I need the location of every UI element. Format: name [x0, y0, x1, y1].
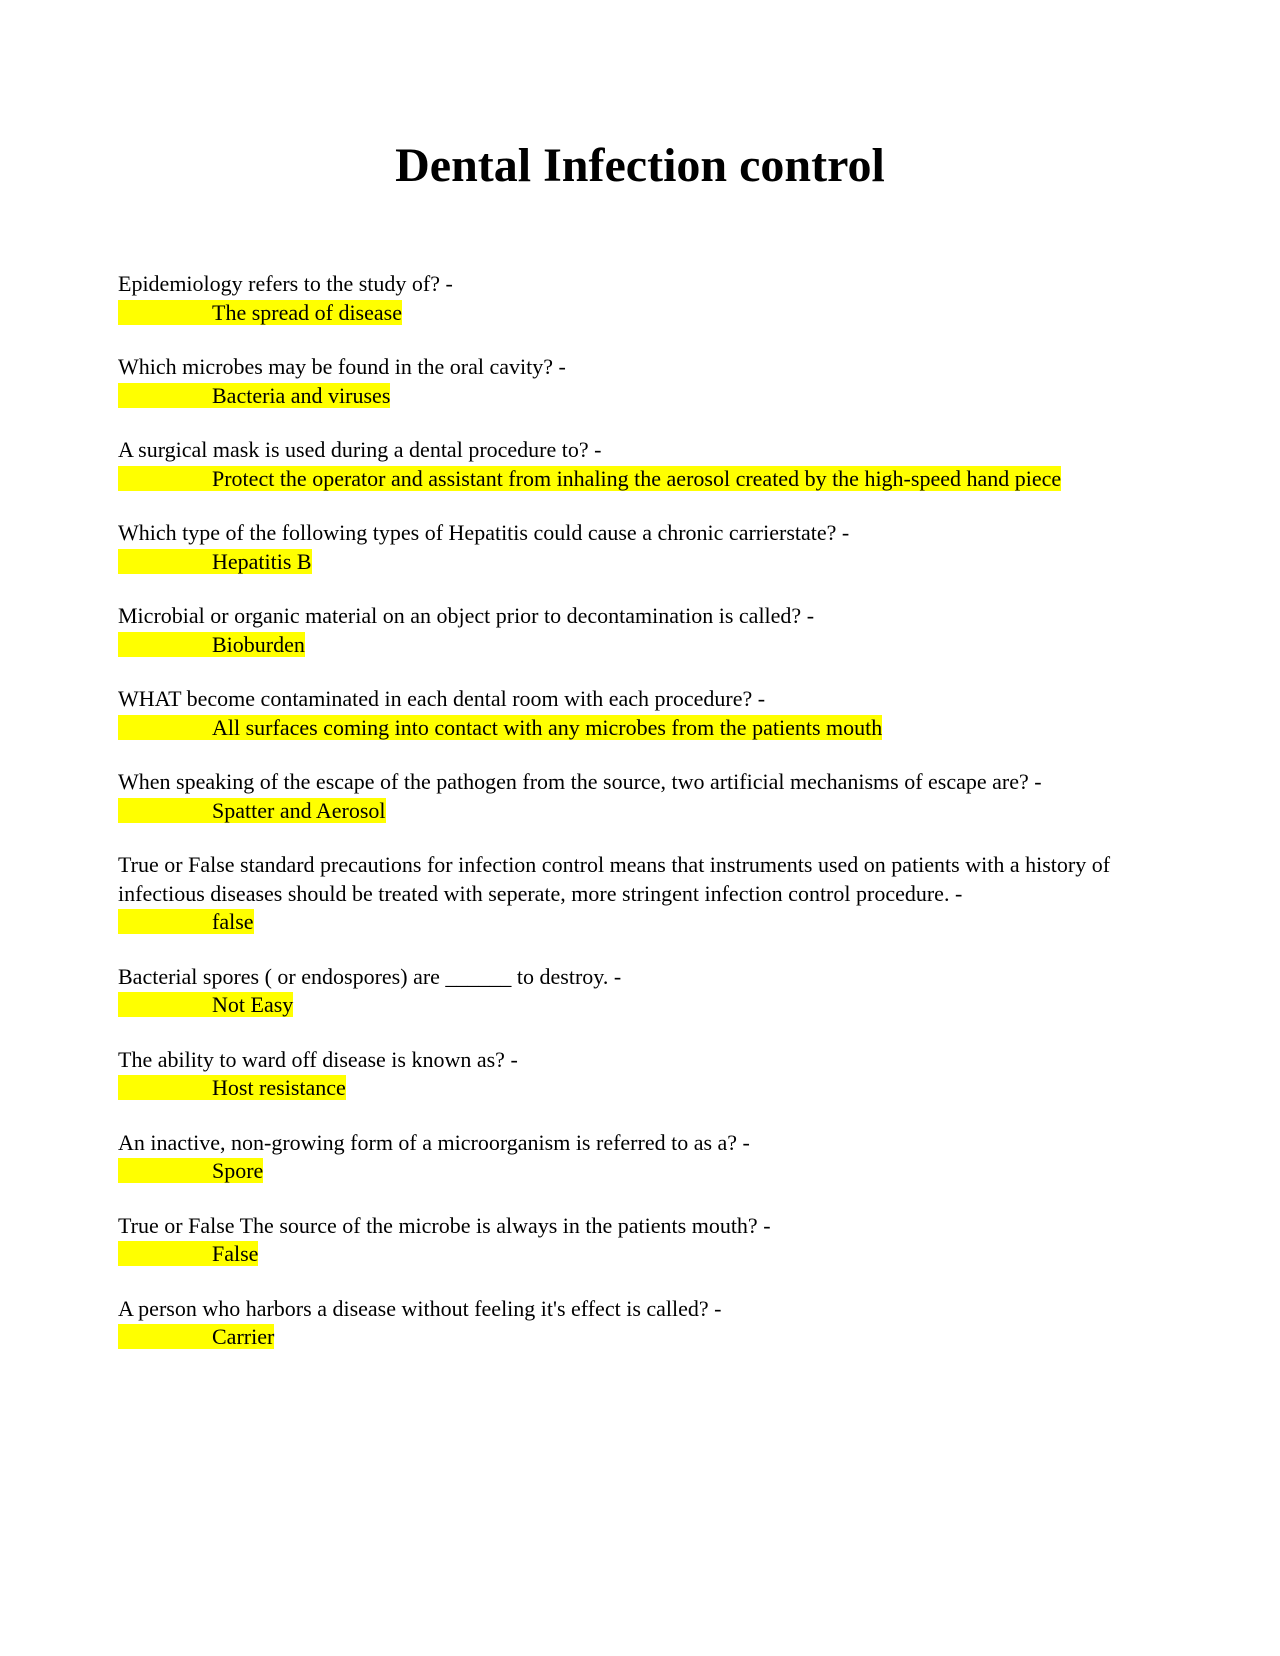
question-text: When speaking of the escape of the pathogen from the source, two artificial mechanisms of escape are? - — [118, 769, 1042, 794]
answer-highlight: Protect the operator and assistant from inhaling the aerosol created by the high-speed hand piece — [118, 466, 1061, 491]
answer-highlight: false — [118, 909, 254, 934]
question-text: Bacterial spores ( or endospores) are ______ to destroy. - — [118, 963, 622, 989]
answer-highlight: Spore — [118, 1158, 263, 1183]
answer-highlight: Bioburden — [118, 632, 305, 657]
question-text: Epidemiology refers to the study of? - — [118, 271, 453, 296]
question-text: True or False standard precautions for infection control means that instruments used on patients with a history of infectious diseases should be treated with seperate, more stringent infection control procedure. - — [118, 852, 1111, 906]
question-text: An inactive, non-growing form of a microorganism is referred to as a? - — [118, 1129, 750, 1155]
question-text: A surgical mask is used during a dental procedure to? - — [118, 437, 602, 462]
qa-item — [118, 963, 1160, 1020]
question-text: Which type of the following types of Hepatitis could cause a chronic carrierstate? - — [118, 520, 850, 545]
answer-highlight: False — [118, 1241, 258, 1266]
answer-highlight: The spread of disease — [118, 300, 402, 325]
document-title: Dental Infection control — [395, 139, 885, 192]
answer-highlight: Spatter and Aerosol — [118, 798, 386, 823]
answer-highlight: Hepatitis B — [118, 549, 312, 574]
answer-highlight: Not Easy — [118, 992, 293, 1017]
qa-item — [118, 1046, 1160, 1103]
question-text: WHAT become contaminated in each dental room with each procedure? - — [118, 686, 766, 711]
answer-highlight: Carrier — [118, 1324, 274, 1349]
qa-item — [118, 353, 1160, 410]
question-text: True or False The source of the microbe is always in the patients mouth? - — [118, 1212, 771, 1238]
qa-item — [118, 1295, 1160, 1352]
answer-highlight: All surfaces coming into contact with any microbes from the patients mouth — [118, 715, 882, 740]
question-text: A person who harbors a disease without feeling it's effect is called? - — [118, 1295, 722, 1321]
question-text: Microbial or organic material on an object prior to decontamination is called? - — [118, 603, 815, 628]
qa-item — [118, 851, 1160, 937]
answer-highlight: Bacteria and viruses — [118, 383, 390, 408]
qa-item — [118, 519, 1160, 576]
qa-item — [118, 1129, 1160, 1186]
qa-list — [118, 270, 1160, 1378]
qa-item — [118, 270, 1160, 327]
qa-item — [118, 685, 1160, 742]
question-text: Which microbes may be found in the oral cavity? - — [118, 354, 566, 379]
qa-item — [118, 602, 1160, 659]
qa-item — [118, 768, 1160, 825]
qa-item — [118, 436, 1160, 493]
answer-highlight: Host resistance — [118, 1075, 346, 1100]
question-text: The ability to ward off disease is known as? - — [118, 1046, 518, 1072]
qa-item — [118, 1212, 1160, 1269]
